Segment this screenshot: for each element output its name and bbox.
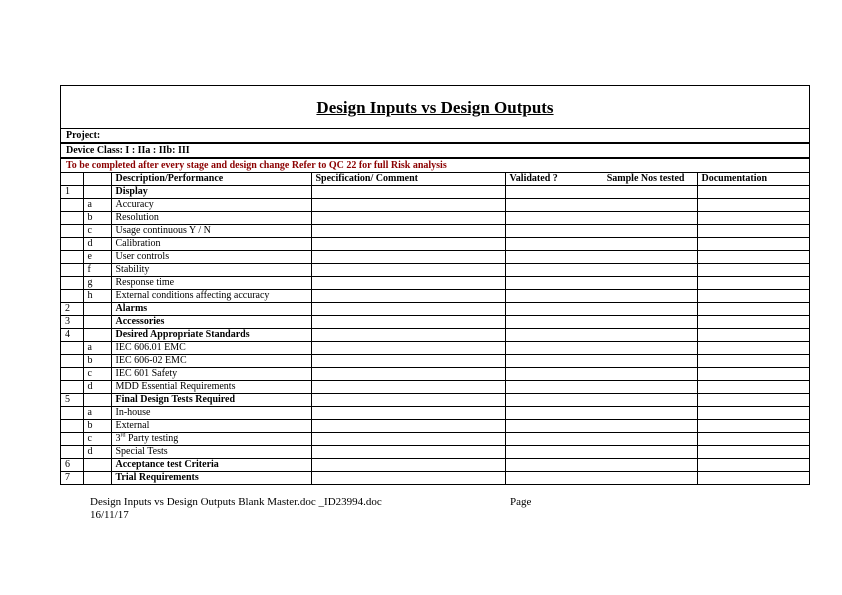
row-documentation bbox=[697, 238, 809, 251]
row-description: Resolution bbox=[111, 212, 311, 225]
document-sheet bbox=[60, 85, 810, 485]
row-sub: b bbox=[83, 212, 111, 225]
row-number bbox=[61, 368, 83, 381]
header-documentation: Documentation bbox=[697, 173, 809, 186]
row-documentation bbox=[697, 472, 809, 485]
header-description: Description/Performance bbox=[111, 173, 311, 186]
table-row bbox=[61, 407, 809, 420]
table-row bbox=[61, 238, 809, 251]
row-description: IEC 606-02 EMC bbox=[111, 355, 311, 368]
row-specification bbox=[311, 446, 505, 459]
row-specification bbox=[311, 303, 505, 316]
row-validated bbox=[505, 212, 697, 225]
row-sub bbox=[83, 316, 111, 329]
footer-date: 16/11/17 bbox=[90, 509, 129, 521]
table-row bbox=[61, 290, 809, 303]
row-documentation bbox=[697, 407, 809, 420]
row-description: MDD Essential Requirements bbox=[111, 381, 311, 394]
row-description: Acceptance test Criteria bbox=[111, 459, 311, 472]
table-row bbox=[61, 186, 809, 199]
row-description: Stability bbox=[111, 264, 311, 277]
row-sub: a bbox=[83, 407, 111, 420]
row-number: 1 bbox=[61, 186, 83, 199]
table-row bbox=[61, 212, 809, 225]
row-number bbox=[61, 420, 83, 433]
row-documentation bbox=[697, 277, 809, 290]
row-validated bbox=[505, 433, 697, 446]
row-description: External bbox=[111, 420, 311, 433]
table-row bbox=[61, 446, 809, 459]
header-sub bbox=[83, 173, 111, 186]
row-number bbox=[61, 355, 83, 368]
row-sub: d bbox=[83, 238, 111, 251]
table-row bbox=[61, 381, 809, 394]
row-number: 5 bbox=[61, 394, 83, 407]
row-number bbox=[61, 212, 83, 225]
row-specification bbox=[311, 355, 505, 368]
row-description: Calibration bbox=[111, 238, 311, 251]
row-documentation bbox=[697, 342, 809, 355]
row-validated bbox=[505, 277, 697, 290]
row-validated bbox=[505, 303, 697, 316]
row-validated bbox=[505, 420, 697, 433]
footer-page: Page bbox=[510, 496, 532, 508]
table-row bbox=[61, 459, 809, 472]
row-description: External conditions affecting accuracy bbox=[111, 290, 311, 303]
header-validated-cell bbox=[505, 173, 697, 186]
row-number: 3 bbox=[61, 316, 83, 329]
row-documentation bbox=[697, 199, 809, 212]
row-description: IEC 601 Safety bbox=[111, 368, 311, 381]
row-sub bbox=[83, 459, 111, 472]
row-number: 6 bbox=[61, 459, 83, 472]
row-documentation bbox=[697, 459, 809, 472]
row-sub: g bbox=[83, 277, 111, 290]
row-specification bbox=[311, 277, 505, 290]
device-class-field: Device Class: I : IIa : IIb: III bbox=[61, 144, 809, 159]
row-description: Final Design Tests Required bbox=[111, 394, 311, 407]
row-description: Alarms bbox=[111, 303, 311, 316]
row-sub: a bbox=[83, 199, 111, 212]
row-specification bbox=[311, 420, 505, 433]
table-row bbox=[61, 342, 809, 355]
row-validated bbox=[505, 199, 697, 212]
row-validated bbox=[505, 342, 697, 355]
row-validated bbox=[505, 355, 697, 368]
row-sub: h bbox=[83, 290, 111, 303]
table-row bbox=[61, 368, 809, 381]
row-specification bbox=[311, 212, 505, 225]
table-row bbox=[61, 251, 809, 264]
row-sub: b bbox=[83, 355, 111, 368]
row-specification bbox=[311, 433, 505, 446]
row-documentation bbox=[697, 355, 809, 368]
footer-filename: Design Inputs vs Design Outputs Blank Master.doc _ID23994.doc bbox=[90, 496, 382, 508]
table-row bbox=[61, 316, 809, 329]
row-documentation bbox=[697, 368, 809, 381]
header-num bbox=[61, 173, 83, 186]
row-specification bbox=[311, 381, 505, 394]
row-validated bbox=[505, 407, 697, 420]
row-validated bbox=[505, 225, 697, 238]
table-row bbox=[61, 433, 809, 446]
row-description: User controls bbox=[111, 251, 311, 264]
table-row bbox=[61, 199, 809, 212]
row-validated bbox=[505, 329, 697, 342]
row-number bbox=[61, 446, 83, 459]
row-specification bbox=[311, 316, 505, 329]
row-documentation bbox=[697, 420, 809, 433]
row-number bbox=[61, 264, 83, 277]
row-number bbox=[61, 433, 83, 446]
row-specification bbox=[311, 472, 505, 485]
footer bbox=[90, 496, 382, 522]
row-documentation bbox=[697, 303, 809, 316]
row-validated bbox=[505, 251, 697, 264]
row-validated bbox=[505, 368, 697, 381]
header-validated: Validated ? bbox=[509, 173, 558, 184]
row-sub: c bbox=[83, 368, 111, 381]
table-row bbox=[61, 277, 809, 290]
header-sample: Sample Nos tested bbox=[606, 173, 685, 184]
table-row bbox=[61, 472, 809, 485]
row-specification bbox=[311, 459, 505, 472]
row-validated bbox=[505, 290, 697, 303]
row-validated bbox=[505, 264, 697, 277]
row-documentation bbox=[697, 212, 809, 225]
row-documentation bbox=[697, 225, 809, 238]
row-number bbox=[61, 277, 83, 290]
header-row bbox=[61, 173, 809, 186]
table-row bbox=[61, 420, 809, 433]
row-specification bbox=[311, 251, 505, 264]
row-sub: d bbox=[83, 381, 111, 394]
table-row bbox=[61, 303, 809, 316]
table-row bbox=[61, 355, 809, 368]
row-sub: a bbox=[83, 342, 111, 355]
table-row bbox=[61, 329, 809, 342]
row-sub bbox=[83, 186, 111, 199]
row-sub: d bbox=[83, 446, 111, 459]
row-number bbox=[61, 342, 83, 355]
row-number bbox=[61, 199, 83, 212]
row-validated bbox=[505, 472, 697, 485]
table-row bbox=[61, 264, 809, 277]
row-sub bbox=[83, 303, 111, 316]
row-sub: f bbox=[83, 264, 111, 277]
row-validated bbox=[505, 238, 697, 251]
row-description: Special Tests bbox=[111, 446, 311, 459]
row-description: In-house bbox=[111, 407, 311, 420]
row-description: Response time bbox=[111, 277, 311, 290]
table-row bbox=[61, 225, 809, 238]
row-sub bbox=[83, 329, 111, 342]
row-description: Accuracy bbox=[111, 199, 311, 212]
row-number bbox=[61, 290, 83, 303]
row-number bbox=[61, 225, 83, 238]
row-number: 2 bbox=[61, 303, 83, 316]
row-documentation bbox=[697, 186, 809, 199]
row-sub: c bbox=[83, 433, 111, 446]
page-title: Design Inputs vs Design Outputs bbox=[316, 98, 554, 117]
row-specification bbox=[311, 368, 505, 381]
row-specification bbox=[311, 394, 505, 407]
row-validated bbox=[505, 316, 697, 329]
row-specification bbox=[311, 407, 505, 420]
row-description: 3rd Party testing bbox=[111, 433, 311, 446]
row-description: Usage continuous Y / N bbox=[111, 225, 311, 238]
header-specification: Specification/ Comment bbox=[311, 173, 505, 186]
row-number bbox=[61, 238, 83, 251]
row-documentation bbox=[697, 394, 809, 407]
row-description: Display bbox=[111, 186, 311, 199]
row-sub: e bbox=[83, 251, 111, 264]
row-documentation bbox=[697, 316, 809, 329]
row-specification bbox=[311, 264, 505, 277]
row-number: 4 bbox=[61, 329, 83, 342]
row-documentation bbox=[697, 381, 809, 394]
row-sub: c bbox=[83, 225, 111, 238]
row-documentation bbox=[697, 446, 809, 459]
requirements-table bbox=[61, 173, 809, 484]
row-documentation bbox=[697, 264, 809, 277]
row-specification bbox=[311, 199, 505, 212]
row-documentation bbox=[697, 290, 809, 303]
row-validated bbox=[505, 186, 697, 199]
row-number: 7 bbox=[61, 472, 83, 485]
row-description: IEC 606.01 EMC bbox=[111, 342, 311, 355]
project-field: Project: bbox=[61, 129, 809, 144]
row-description: Desired Appropriate Standards bbox=[111, 329, 311, 342]
row-number bbox=[61, 407, 83, 420]
row-validated bbox=[505, 459, 697, 472]
row-documentation bbox=[697, 433, 809, 446]
title-block bbox=[61, 86, 809, 129]
row-description: Trial Requirements bbox=[111, 472, 311, 485]
row-specification bbox=[311, 290, 505, 303]
row-specification bbox=[311, 238, 505, 251]
row-sub bbox=[83, 472, 111, 485]
row-specification bbox=[311, 186, 505, 199]
row-number bbox=[61, 381, 83, 394]
row-validated bbox=[505, 381, 697, 394]
table-row bbox=[61, 394, 809, 407]
risk-notice: To be completed after every stage and design change Refer to QC 22 for full Risk analysis bbox=[61, 159, 809, 173]
row-validated bbox=[505, 394, 697, 407]
row-documentation bbox=[697, 329, 809, 342]
row-specification bbox=[311, 225, 505, 238]
row-specification bbox=[311, 342, 505, 355]
row-sub: b bbox=[83, 420, 111, 433]
row-specification bbox=[311, 329, 505, 342]
row-documentation bbox=[697, 251, 809, 264]
row-validated bbox=[505, 446, 697, 459]
row-sub bbox=[83, 394, 111, 407]
row-number bbox=[61, 251, 83, 264]
row-description: Accessories bbox=[111, 316, 311, 329]
